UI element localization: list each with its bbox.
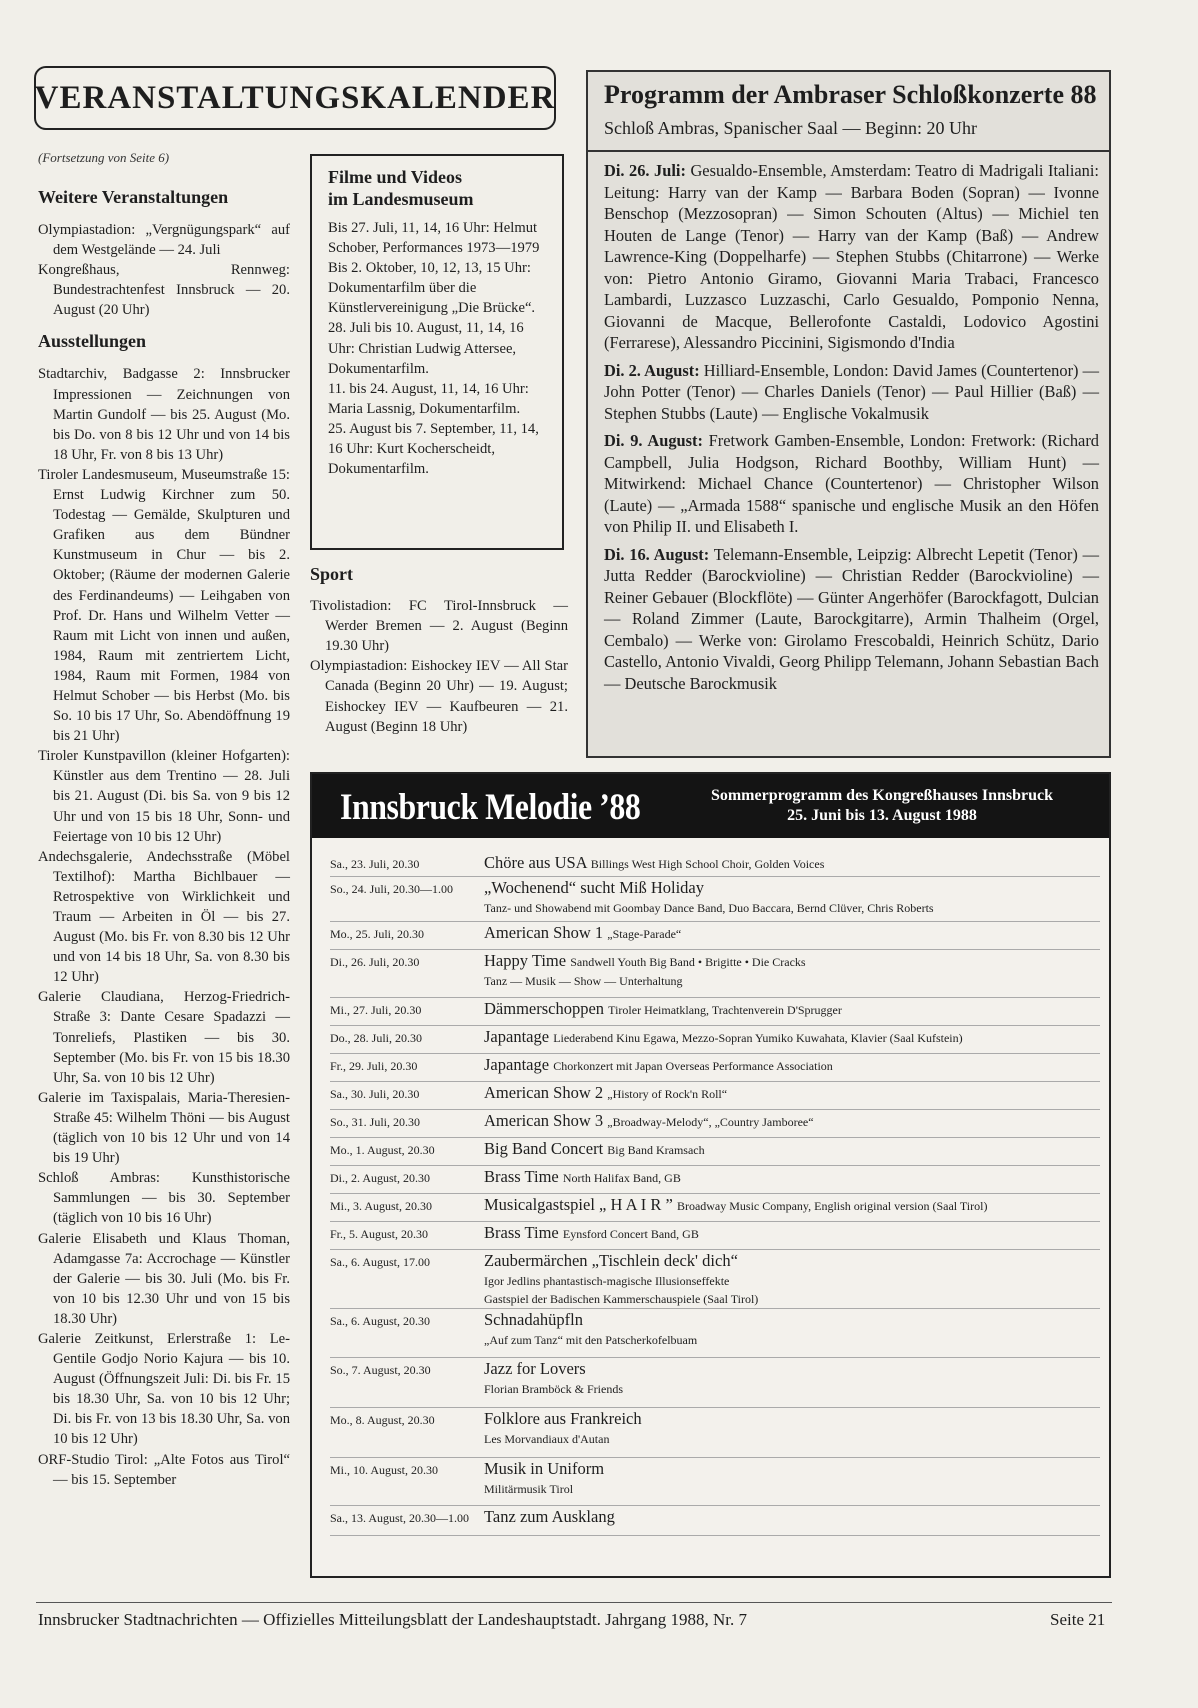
schedule-row (330, 1506, 1100, 1536)
event-date: Mi., 27. Juli, 20.30 (330, 1003, 422, 1017)
event-detail: North Halifax Band, GB (562, 1171, 681, 1185)
event-title-line (484, 923, 681, 943)
event-date: Sa., 6. August, 20.30 (330, 1314, 431, 1328)
event-title: Schnadahüpfln (484, 1310, 583, 1329)
schedule-row (330, 1110, 1100, 1138)
event-title-line (484, 1310, 583, 1330)
sport-entry: Olympiastadion: Eishockey IEV — All Star Canada (Beginn 20 Uhr) — 19. August; Eishockey IEV — Kaufbeuren — 21. August (Beginn 18 Uhr) (310, 658, 568, 735)
exhibition-entry: Tiroler Kunstpavillon (kleiner Hofgarten): Künstler aus dem Trentino — 28. Juli bis 21. August (Di. bis Sa. von 9 bis 12 Uhr und von 15 bis 18 Uhr, Sonn- und Feiertage von 10 bis 12 Uhr) (38, 748, 290, 845)
ambras-title: Programm der Ambraser Schloßkonzerte 88 (604, 80, 1097, 109)
concert-text: Hilliard-Ensemble, London: David James (Countertenor) — John Potter (Tenor) — Charles Daniels (Tenor) — Paul Hillier (Baß) — Stephen Stubbs (Laute) — Englische Vokalmusik (604, 360, 1099, 423)
concert-text: Telemann-Ensemble, Leipzig: Albrecht Lepetit (Tenor) — Jutta Redder (Barockvioline) — Christian Redder (Barockvioline) — Reiner Gebauer (Blockflöte) — Günter Angerhöfer (Barockfagott, Dulcian — Roland Zimmer (Laute, Barockgitarre), Armin Thalheim (Orgel, Cembalo) — Werke von: Girolamo Frescobaldi, Heinrich Schütz, Dario Castello, Antonio Vivaldi, Georg Philipp Telemann, Johann Sebastian Bach — Deutsche Barockmusik (604, 544, 1099, 693)
event-title-line (484, 1251, 738, 1271)
event-title: Japantage (484, 1055, 550, 1074)
schedule-row (330, 1054, 1100, 1082)
exhibition-entry: Schloß Ambras: Kunsthistorische Sammlungen — bis 30. September (täglich von 10 bis 16 Uhr) (38, 1170, 290, 1227)
event-title-line (484, 1459, 604, 1479)
continuation-note: (Fortsetzung von Seite 6) (38, 150, 170, 165)
melodie-subtitle-line1: Sommerprogramm des Kongreßhauses Innsbruck (710, 787, 1054, 804)
schedule-row (330, 1309, 1100, 1358)
schedule-row (330, 1222, 1100, 1250)
event-title: Brass Time (484, 1167, 559, 1186)
event-subline: Les Morvandiaux d'Autan (484, 1432, 610, 1446)
films-heading (328, 166, 548, 210)
exhibition-entry: Andechsgalerie, Andechsstraße (Möbel Textilhof): Martha Bichlbauer — Retrospektive von Wirklichkeit und Traum — Arbeiten in Öl — bis 27. August (Mo. bis Fr. von 8.30 bis 12 Uhr und von 14 bis 18 Uhr, Sa. von 8.30 bis 12 Uhr) (38, 848, 290, 986)
event-title-line (484, 1027, 963, 1047)
event-subline: Igor Jedlins phantastisch-magische Illusionseffekte (484, 1274, 730, 1288)
event-date: Sa., 6. August, 17.00 (330, 1255, 431, 1269)
event-date: Sa., 13. August, 20.30—1.00 (330, 1511, 470, 1525)
concert-date: Di. 2. August: (604, 360, 700, 380)
films-heading-line2: im Landesmuseum (328, 189, 474, 209)
event-detail: Big Band Kramsach (607, 1143, 705, 1157)
schedule-row (330, 1138, 1100, 1166)
schedule-row (330, 1458, 1100, 1506)
schedule-row (330, 1194, 1100, 1222)
ambras-box (586, 70, 1111, 758)
event-detail: „Stage-Parade“ (607, 927, 682, 941)
event-title-line (484, 1223, 699, 1243)
film-entry: 28. Juli bis 10. August, 11, 14, 16 Uhr: Christian Ludwig Attersee, Dokumentarfilm. (328, 320, 524, 377)
schedule-row (330, 1250, 1100, 1309)
event-title: Folklore aus Frankreich (484, 1409, 642, 1428)
schedule-row (330, 852, 1100, 877)
event-title: Dämmerschoppen (484, 999, 605, 1018)
event-title-line (484, 1359, 586, 1379)
concert-text: Gesualdo-Ensemble, Amsterdam: Teatro di Madrigali Italiani: Leitung: Harry van der Kamp — Barbara Boden (Sopran) — Ivonne Benschop (Mezzosopran) — Simon Schouten (Altus) — Michiel ten Houten de Lange (Tenor) — Harry van der Kamp (Baß) — Andrew Lawrence-King (Doppelharfe) — Stephen Stubbs (Chitarrone) — Werke von: Pietro Antonio Giramo, Giovanni Maria Trabaci, Francesco Lambardi, Luzzasco Luzzaschi, Carlo Gesualdo, Pomponio Nenna, Giovanni de Macque, Bellerofonte Castaldi, Lodovico Agostini (Ferrarese), Alessandro Piccinini, Sigismondo d'India (604, 161, 1099, 352)
event-detail: Sandwell Youth Big Band • Brigitte • Die Cracks (570, 955, 806, 969)
concert-text: Fretwork Gamben-Ensemble, London: Fretwork: (Richard Campbell, Julia Hodgson, Richard Boothby, William Hunt) — Mitwirkend: Michael Chance (Countertenor) — Christopher Wilson (Laute) — „Armada 1588“ spanische und englische Musik an den Höfen von Philip II. und Elisabeth I. (604, 431, 1099, 536)
film-entry: Bis 2. Oktober, 10, 12, 13, 15 Uhr: Dokumentarfilm über die Künstlervereinigung „Die Brücke“. (328, 260, 536, 317)
exhibition-entry: Galerie Elisabeth und Klaus Thoman, Adamgasse 7a: Accrochage — Künstler der Galerie — bis 30. Juli (Mo. bis Fr. von 10 bis 12.30 Uhr und von 15 bis 18.30 Uhr) (38, 1230, 290, 1327)
event-date: Fr., 29. Juli, 20.30 (330, 1059, 418, 1073)
event-date: Mo., 25. Juli, 20.30 (330, 927, 425, 941)
page-number: Seite 21 (1050, 1610, 1106, 1629)
ausstellungen-heading: Ausstellungen (38, 331, 147, 352)
event-detail: Eynsford Concert Band, GB (562, 1227, 699, 1241)
event-date: So., 31. Juli, 20.30 (330, 1115, 421, 1129)
event-title: Chöre aus USA (484, 853, 587, 872)
event-title-line (484, 1139, 705, 1159)
exhibition-entry: Galerie im Taxispalais, Maria-Theresien-Straße 45: Wilhelm Thöni — bis August (täglich von 10 bis 12 Uhr und von 14 bis 19 Uhr) (38, 1089, 290, 1167)
schedule-row (330, 1026, 1100, 1054)
event-title: Musicalgastspiel „ H A I R ” (484, 1195, 673, 1214)
event-date: Sa., 30. Juli, 20.30 (330, 1087, 420, 1101)
event-entry: Olympiastadion: „Vergnügungspark“ auf dem Westgelände — 24. Juli (38, 222, 290, 259)
concert-date: Di. 26. Juli: (604, 161, 686, 180)
schedule-row (330, 1358, 1100, 1408)
schedule-row (330, 1082, 1100, 1110)
event-title: „Wochenend“ sucht Miß Holiday (484, 878, 704, 897)
event-detail: Billings West High School Choir, Golden Voices (590, 857, 825, 871)
event-title-line (484, 853, 824, 873)
event-detail: Liederabend Kinu Egawa, Mezzo-Sopran Yumiko Kuwahata, Klavier (Saal Kufstein) (553, 1031, 963, 1045)
event-title-line (484, 878, 704, 898)
event-detail: Tiroler Heimatklang, Trachtenverein D'Sprugger (608, 1003, 842, 1017)
sport-section (310, 564, 568, 737)
event-title: Musik in Uniform (484, 1459, 605, 1478)
event-subline: „Auf zum Tanz“ mit den Patscherkofelbuam (484, 1333, 698, 1347)
event-title: Zaubermärchen „Tischlein deck' dich“ (484, 1251, 738, 1270)
left-column (38, 186, 290, 1490)
event-date: Do., 28. Juli, 20.30 (330, 1031, 423, 1045)
concert-entry (604, 544, 1099, 695)
event-title-line (484, 1055, 833, 1075)
event-detail: Chorkonzert mit Japan Overseas Performance Association (553, 1059, 833, 1073)
exhibition-entry: Galerie Claudiana, Herzog-Friedrich-Straße 3: Dante Cesare Spadazzi — Tonreliefs, Plastiken — bis 30. September (Mo. bis Fr. von 15 bis 18.30 Uhr, Sa. von 10 bis 12 Uhr) (38, 989, 290, 1086)
films-box (310, 154, 564, 550)
event-date: Di., 2. August, 20.30 (330, 1171, 431, 1185)
event-date: Mi., 10. August, 20.30 (330, 1463, 439, 1477)
ambras-subtitle: Schloß Ambras, Spanischer Saal — Beginn: 20 Uhr (604, 118, 977, 138)
ambras-divider (588, 150, 1109, 152)
event-title-line (484, 999, 842, 1019)
concert-entry (604, 360, 1099, 425)
schedule-row (330, 877, 1100, 922)
event-subline: Florian Bramböck & Friends (484, 1382, 623, 1396)
schedule-row (330, 922, 1100, 950)
event-title: Brass Time (484, 1223, 559, 1242)
schedule-row (330, 1408, 1100, 1458)
event-detail: „History of Rock'n Roll“ (607, 1087, 728, 1101)
schedule-row (330, 998, 1100, 1026)
event-title: Jazz for Lovers (484, 1359, 586, 1378)
event-date: Fr., 5. August, 20.30 (330, 1227, 429, 1241)
melodie-box (310, 772, 1111, 1578)
event-entry: Kongreßhaus, Rennweg: Bundestrachtenfest Innsbruck — 20. August (20 Uhr) (38, 262, 290, 319)
exhibition-entry: Galerie Zeitkunst, Erlerstraße 1: Le-Gentile Godjo Norio Kajura — bis 10. August (Öffnungszeit Juli: Di. bis Fr. 15 bis 18.30 Uhr, Sa. von 10 bis 12 Uhr; Di. bis Fr. von 13 bis 18.30 Uhr, Sa. von 10 bis 12 Uhr) (38, 1330, 290, 1448)
concert-entry (604, 160, 1099, 354)
event-subline: Tanz — Musik — Show — Unterhaltung (484, 974, 683, 988)
event-title-line (484, 1167, 681, 1187)
weitere-list (38, 220, 290, 320)
film-entry: Bis 27. Juli, 11, 14, 16 Uhr: Helmut Schober, Performances 1973—1979 (328, 220, 540, 257)
film-entry: 25. August bis 7. September, 11, 14, 16 Uhr: Kurt Kocherscheidt, Dokumentarfilm. (328, 420, 539, 478)
concert-date: Di. 16. August: (604, 544, 710, 564)
event-date: Mo., 1. August, 20.30 (330, 1143, 435, 1157)
event-subline: Militärmusik Tirol (484, 1482, 574, 1496)
calendar-title: VERANSTALTUNGSKALENDER (34, 66, 556, 130)
event-title: American Show 2 (484, 1083, 604, 1102)
event-date: Mo., 8. August, 20.30 (330, 1413, 435, 1427)
event-title-line (484, 1111, 814, 1131)
exhibition-entry: ORF-Studio Tirol: „Alte Fotos aus Tirol“ — bis 15. September (38, 1451, 290, 1488)
melodie-title: Innsbruck Melodie ’88 (340, 787, 641, 828)
event-subline: Gastspiel der Badischen Kammerschauspiele (Saal Tirol) (484, 1292, 759, 1306)
weitere-heading: Weitere Veranstaltungen (38, 187, 229, 207)
sport-entry: Tivolistadion: FC Tirol-Innsbruck — Werder Bremen — 2. August (Beginn 19.30 Uhr) (310, 598, 568, 655)
sport-heading: Sport (310, 564, 354, 584)
schedule-row (330, 950, 1100, 998)
event-date: Mi., 3. August, 20.30 (330, 1199, 433, 1213)
event-date: Sa., 23. Juli, 20.30 (330, 857, 420, 871)
event-date: Di., 26. Juli, 20.30 (330, 955, 420, 969)
event-date: So., 24. Juli, 20.30—1.00 (330, 882, 454, 896)
melodie-subtitle-line2: 25. Juni bis 13. August 1988 (787, 807, 977, 824)
footer-text: Innsbrucker Stadtnachrichten — Offizielles Mitteilungsblatt der Landeshauptstadt. Jahrgang 1988, Nr. 7 (38, 1610, 747, 1629)
event-title: Big Band Concert (484, 1139, 604, 1158)
concert-date: Di. 9. August: (604, 431, 703, 450)
event-title: Japantage (484, 1027, 550, 1046)
event-title: Happy Time (484, 951, 567, 970)
event-title: American Show 3 (484, 1111, 604, 1130)
melodie-subtitle (662, 786, 1102, 826)
sport-list (310, 596, 568, 737)
event-title: Tanz zum Ausklang (484, 1507, 615, 1526)
schedule-row (330, 1166, 1100, 1194)
event-title-line (484, 951, 806, 971)
films-list (328, 218, 548, 479)
film-entry: 11. bis 24. August, 11, 14, 16 Uhr: Maria Lassnig, Dokumentarfilm. (328, 380, 529, 417)
event-title-line (484, 1195, 987, 1215)
ambras-concerts (604, 160, 1099, 700)
exhibition-entry: Stadtarchiv, Badgasse 2: Innsbrucker Impressionen — Zeichnungen von Martin Gundolf — bis 25. August (Mo. bis Do. von 8 bis 12 Uhr und von 14 bis 18 Uhr, Fr. von 8 bis 13 Uhr) (38, 366, 290, 463)
event-subline: Tanz- und Showabend mit Goombay Dance Band, Duo Baccara, Bernd Clüver, Chris Roberts (484, 901, 934, 915)
exhibition-entry: Tiroler Landesmuseum, Museumstraße 15: Ernst Ludwig Kirchner zum 50. Todestag — Gemälde, Skulpturen und Grafiken aus dem Bündner Kunstmuseum in Chur — bis 2. Oktober; (Räume der modernen Galerie des Ferdinandeums) — Leihgaben von Prof. Dr. Hans und Wilhelm Vetter — Raum mit Licht von innen und außen, 1984, Raum mit zentriertem Licht, 1984, Raum mit Formen, 1984 von Helmut Schober — bis Herbst (Mo. bis So. 10 bis 17 Uhr, So. Abendöffnung 19 bis 21 Uhr) (38, 466, 290, 745)
event-date: So., 7. August, 20.30 (330, 1363, 431, 1377)
event-title-line (484, 1083, 727, 1103)
event-detail: „Broadway-Melody“, „Country Jamboree“ (607, 1115, 814, 1129)
melodie-header (312, 774, 1109, 838)
event-title: American Show 1 (484, 923, 604, 942)
concert-entry (604, 430, 1099, 538)
ausstellungen-list (38, 364, 290, 1489)
films-heading-line1: Filme und Videos (328, 167, 463, 187)
event-detail: Broadway Music Company, English original version (Saal Tirol) (676, 1199, 988, 1213)
footer-rule (36, 1602, 1112, 1603)
event-title-line (484, 1409, 642, 1429)
event-title-line (484, 1507, 615, 1527)
